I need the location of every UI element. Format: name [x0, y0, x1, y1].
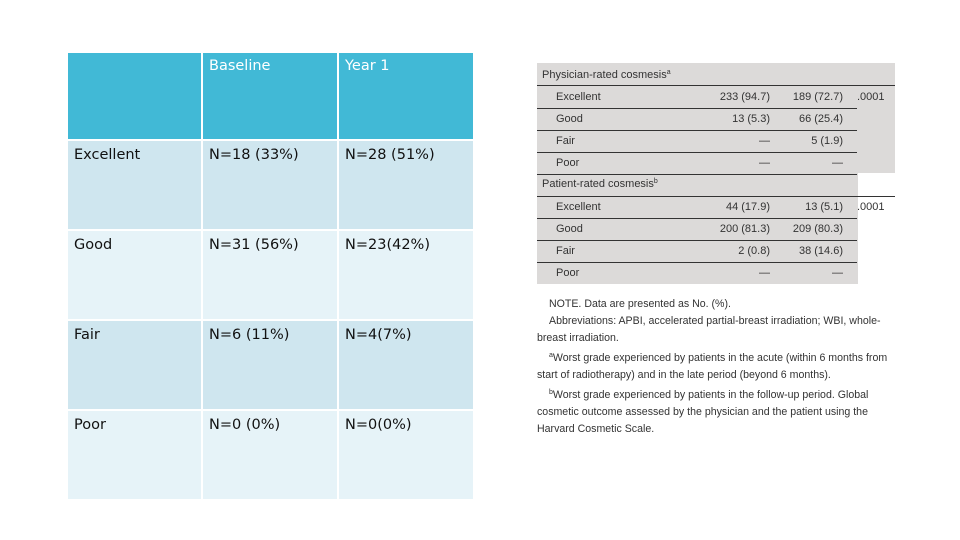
year1-cell: N=23(42%) — [338, 230, 474, 320]
scan-row-label: Poor — [556, 267, 580, 279]
scan-value-apbi: — — [759, 157, 770, 169]
scan-value-wbi: 209 (80.3) — [792, 223, 843, 235]
row-label: Excellent — [67, 140, 202, 230]
scan-value-wbi: 13 (5.1) — [805, 201, 843, 213]
footnote-b: $^b$Worst grade experienced by patients in the follow-up period. Global cosmetic outcome assessed by the physician and the patient using the Harvard Cosmetic Scale. — [537, 389, 869, 435]
physician-section-title: Physician-rated cosmesis$^a$ — [542, 69, 671, 81]
scan-value-apbi: 13 (5.3) — [732, 113, 770, 125]
scan-row — [537, 241, 895, 263]
table-row — [67, 320, 474, 410]
scan-p-value: .0001 — [857, 201, 885, 213]
cosmesis-summary-table — [66, 51, 475, 501]
scan-row-label: Excellent — [556, 201, 601, 213]
scan-value-wbi: 189 (72.7) — [792, 91, 843, 103]
table-row — [67, 230, 474, 320]
row-label: Good — [67, 230, 202, 320]
scan-value-wbi: 5 (1.9) — [811, 135, 843, 147]
footnote-a: $^a$Worst grade experienced by patients in the acute (within 6 months from start of radiotherapy) and in the late period (beyond 6 months). — [537, 352, 888, 381]
scan-row-label: Fair — [556, 135, 575, 147]
scanned-results-table — [537, 63, 895, 284]
scan-value-wbi: 66 (25.4) — [798, 113, 843, 125]
year1-cell: N=0(0%) — [338, 410, 474, 500]
patient-section-title-row — [537, 175, 895, 197]
table-row — [67, 410, 474, 500]
row-label: Poor — [67, 410, 202, 500]
baseline-cell: N=31 (56%) — [202, 230, 338, 320]
table-row — [67, 140, 474, 230]
scan-value-apbi: — — [759, 267, 770, 279]
year1-cell: N=4(7%) — [338, 320, 474, 410]
physician-section-title-row — [537, 65, 895, 87]
scan-row — [537, 153, 895, 175]
header-cell-baseline: Baseline — [202, 52, 338, 140]
table-header-row — [67, 52, 474, 140]
scan-value-apbi: 233 (94.7) — [719, 91, 770, 103]
scan-row-label: Fair — [556, 245, 575, 257]
scan-value-apbi: 200 (81.3) — [719, 223, 770, 235]
header-cell-year1: Year 1 — [338, 52, 474, 140]
scan-row — [537, 109, 895, 131]
scan-row-label: Excellent — [556, 91, 601, 103]
scan-row — [537, 197, 895, 219]
scan-value-apbi: — — [759, 135, 770, 147]
scan-value-apbi: 2 (0.8) — [738, 245, 770, 257]
row-label: Fair — [67, 320, 202, 410]
baseline-cell: N=18 (33%) — [202, 140, 338, 230]
baseline-cell: N=6 (11%) — [202, 320, 338, 410]
table-notes — [537, 296, 899, 438]
scan-row — [537, 219, 895, 241]
scan-row — [537, 263, 895, 285]
scan-row — [537, 131, 895, 153]
year1-cell: N=28 (51%) — [338, 140, 474, 230]
scan-value-apbi: 44 (17.9) — [725, 201, 770, 213]
divider — [537, 85, 895, 86]
note-line: NOTE. Data are presented as No. (%). — [549, 298, 731, 310]
baseline-cell: N=0 (0%) — [202, 410, 338, 500]
scan-row — [537, 87, 895, 109]
scan-value-wbi: — — [832, 157, 843, 169]
scan-row-label: Poor — [556, 157, 580, 169]
abbreviations-line: Abbreviations: APBI, accelerated partial-breast irradiation; WBI, whole-breast irradiation. — [537, 315, 881, 344]
scan-value-wbi: 38 (14.6) — [798, 245, 843, 257]
scan-row-label: Good — [556, 223, 583, 235]
scan-p-value: .0001 — [857, 91, 885, 103]
header-cell-empty — [67, 52, 202, 140]
patient-section-title: Patient-rated cosmesis$^b$ — [542, 178, 658, 190]
scan-value-wbi: — — [832, 267, 843, 279]
scan-row-label: Good — [556, 113, 583, 125]
